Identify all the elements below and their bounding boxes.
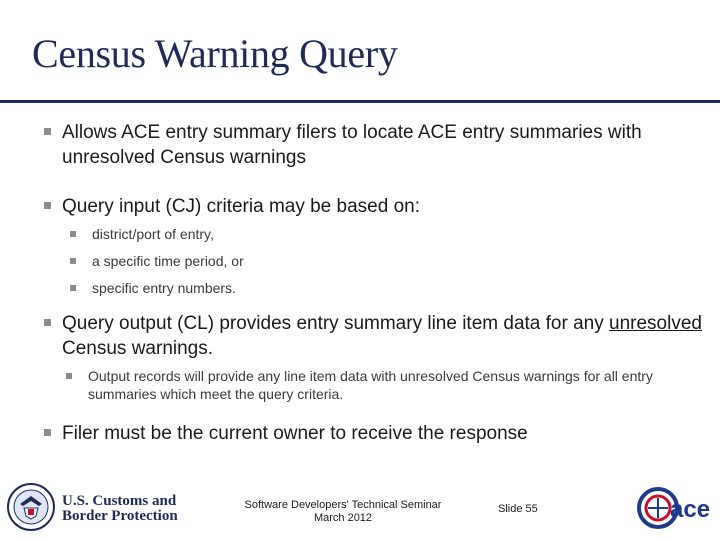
sub-bullet-text: a specific time period, or [92, 253, 244, 269]
bullet-square-icon [44, 319, 51, 326]
bullet-text: Allows ACE entry summary filers to locate ACE entry summaries with unresolved Census warnings [62, 122, 642, 168]
sub-bullet-output-records [66, 367, 704, 403]
bullet-square-icon [44, 202, 51, 209]
slide-footer [0, 478, 720, 540]
bullet-text-post: Census warnings. [62, 338, 214, 359]
bullet-filer-owner [44, 421, 704, 446]
bullet-square-icon [70, 258, 76, 264]
dhs-seal-icon [6, 482, 56, 532]
bullet-query-input [44, 194, 704, 219]
bullet-square-icon [44, 429, 51, 436]
bullet-text-pre: Query output (CL) provides entry summary line item data for any [62, 313, 610, 334]
bullet-text: Filer must be the current owner to receive the response [62, 423, 528, 444]
seminar-name: Software Developers' Technical Seminar [244, 499, 442, 511]
sub-bullet-text: district/port of entry, [92, 226, 214, 242]
seminar-date: March 2012 [313, 512, 373, 524]
bullet-square-icon [44, 128, 51, 135]
cbp-wordmark [62, 494, 178, 524]
sub-bullet-entry-numbers [70, 279, 704, 297]
ace-logo-icon [636, 482, 716, 534]
bullet-square-icon [70, 231, 76, 237]
bullet-query-output [44, 311, 704, 361]
title-divider [0, 100, 720, 103]
bullet-text: Query input (CJ) criteria may be based on: [62, 196, 420, 217]
cbp-line-2: Border Protection [62, 508, 178, 524]
bullet-square-icon [66, 373, 72, 379]
sub-bullet-time-period [70, 252, 704, 270]
cbp-logo [6, 482, 206, 534]
sub-bullet-text: Output records will provide any line item data with unresolved Census warnings for all entry summaries which meet the query criteria. [88, 368, 653, 402]
bullet-allows-ace [44, 120, 704, 170]
underlined-word: unresolved [609, 313, 702, 334]
slide-number: Slide 55 [498, 503, 538, 515]
cbp-line-1: U.S. Customs and [62, 493, 177, 509]
slide-title: Census Warning Query [32, 31, 398, 76]
ace-logo-text: ace [670, 496, 711, 523]
slide-content [44, 120, 704, 446]
seminar-caption [228, 499, 458, 525]
bullet-square-icon [70, 285, 76, 291]
sub-bullet-text: specific entry numbers. [92, 280, 236, 296]
sub-bullet-district [70, 225, 704, 243]
